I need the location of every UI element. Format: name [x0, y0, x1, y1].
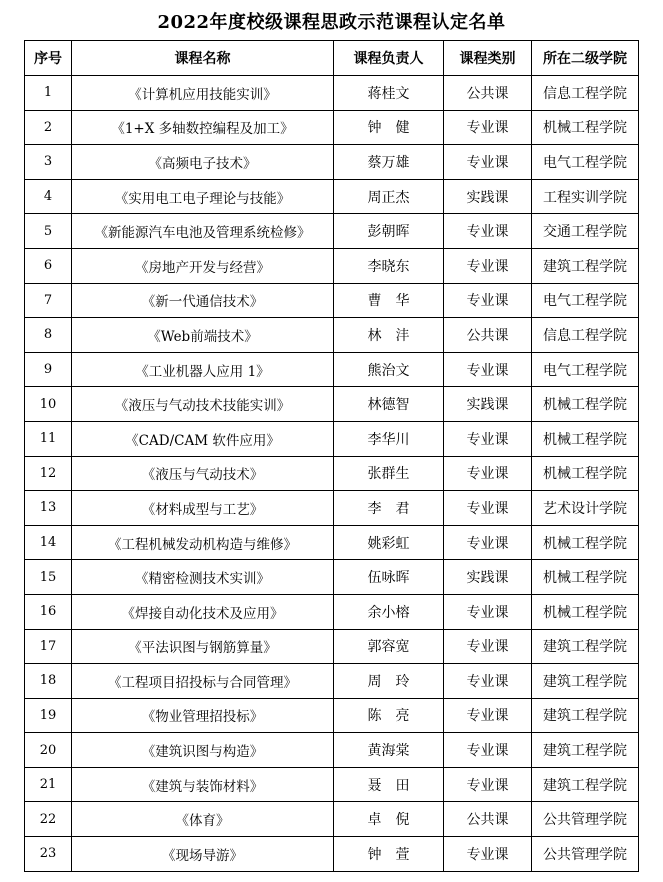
cell-course-type: 专业课 [444, 594, 532, 629]
table-row [25, 664, 639, 699]
table-row [25, 456, 639, 491]
cell-college: 建筑工程学院 [532, 248, 639, 283]
table-row [25, 110, 639, 145]
table-row [25, 145, 639, 180]
cell-course-lead: 李华川 [334, 421, 444, 456]
cell-course-lead: 黄海棠 [334, 733, 444, 768]
cell-course-lead: 蔡万雄 [334, 145, 444, 180]
cell-college: 机械工程学院 [532, 110, 639, 145]
cell-index: 16 [25, 594, 72, 629]
document-title: 2022年度校级课程思政示范课程认定名单 [157, 12, 506, 33]
cell-course-lead: 周正杰 [334, 179, 444, 214]
cell-college: 电气工程学院 [532, 145, 639, 180]
cell-course-type: 专业课 [444, 352, 532, 387]
cell-college: 公共管理学院 [532, 837, 639, 872]
cell-course-name: 《体育》 [72, 802, 334, 837]
cell-index: 22 [25, 802, 72, 837]
cell-course-type: 专业课 [444, 110, 532, 145]
cell-course-lead: 姚彩虹 [334, 525, 444, 560]
cell-course-type: 公共课 [444, 802, 532, 837]
cell-course-name: 《新一代通信技术》 [72, 283, 334, 318]
cell-course-name: 《焊接自动化技术及应用》 [72, 594, 334, 629]
cell-course-name: 《平法识图与钢筋算量》 [72, 629, 334, 664]
cell-course-lead: 卓 倪 [334, 802, 444, 837]
cell-course-lead: 钟 健 [334, 110, 444, 145]
cell-index: 20 [25, 733, 72, 768]
cell-college: 机械工程学院 [532, 525, 639, 560]
cell-course-name: 《现场导游》 [72, 837, 334, 872]
cell-college: 电气工程学院 [532, 283, 639, 318]
cell-course-type: 专业课 [444, 456, 532, 491]
table-row [25, 179, 639, 214]
cell-course-lead: 聂 田 [334, 767, 444, 802]
cell-course-name: 《物业管理招投标》 [72, 698, 334, 733]
cell-college: 机械工程学院 [532, 594, 639, 629]
cell-course-name: 《液压与气动技术》 [72, 456, 334, 491]
cell-course-lead: 林 沣 [334, 318, 444, 353]
cell-index: 7 [25, 283, 72, 318]
cell-index: 6 [25, 248, 72, 283]
cell-course-type: 专业课 [444, 491, 532, 526]
course-table [24, 40, 639, 872]
cell-course-name: 《Web前端技术》 [72, 318, 334, 353]
cell-college: 公共管理学院 [532, 802, 639, 837]
cell-course-lead: 李 君 [334, 491, 444, 526]
header-course-name: 课程名称 [72, 41, 334, 76]
cell-course-name: 《房地产开发与经营》 [72, 248, 334, 283]
cell-college: 建筑工程学院 [532, 767, 639, 802]
cell-course-name: 《精密检测技术实训》 [72, 560, 334, 595]
cell-index: 4 [25, 179, 72, 214]
cell-college: 机械工程学院 [532, 560, 639, 595]
cell-course-lead: 蒋桂文 [334, 76, 444, 111]
table-row [25, 629, 639, 664]
cell-index: 15 [25, 560, 72, 595]
cell-index: 8 [25, 318, 72, 353]
cell-course-lead: 张群生 [334, 456, 444, 491]
cell-college: 建筑工程学院 [532, 733, 639, 768]
table-row [25, 837, 639, 872]
table-row [25, 248, 639, 283]
cell-college: 机械工程学院 [532, 421, 639, 456]
cell-course-type: 专业课 [444, 248, 532, 283]
cell-index: 11 [25, 421, 72, 456]
table-row [25, 560, 639, 595]
cell-course-type: 专业课 [444, 767, 532, 802]
table-row [25, 802, 639, 837]
cell-course-name: 《工程项目招投标与合同管理》 [72, 664, 334, 699]
cell-course-lead: 周 玲 [334, 664, 444, 699]
cell-course-lead: 彭朝晖 [334, 214, 444, 249]
table-row [25, 352, 639, 387]
cell-course-type: 公共课 [444, 318, 532, 353]
cell-college: 信息工程学院 [532, 76, 639, 111]
cell-college: 机械工程学院 [532, 456, 639, 491]
cell-index: 21 [25, 767, 72, 802]
table-row [25, 698, 639, 733]
cell-index: 18 [25, 664, 72, 699]
cell-college: 艺术设计学院 [532, 491, 639, 526]
cell-index: 17 [25, 629, 72, 664]
cell-college: 工程实训学院 [532, 179, 639, 214]
cell-course-lead: 钟 萱 [334, 837, 444, 872]
cell-index: 5 [25, 214, 72, 249]
cell-index: 1 [25, 76, 72, 111]
cell-course-name: 《计算机应用技能实训》 [72, 76, 334, 111]
cell-course-lead: 熊治文 [334, 352, 444, 387]
table-row [25, 767, 639, 802]
cell-course-type: 专业课 [444, 145, 532, 180]
table-row [25, 594, 639, 629]
cell-college: 建筑工程学院 [532, 698, 639, 733]
cell-college: 机械工程学院 [532, 387, 639, 422]
cell-college: 建筑工程学院 [532, 664, 639, 699]
table-row [25, 214, 639, 249]
cell-index: 2 [25, 110, 72, 145]
cell-index: 14 [25, 525, 72, 560]
cell-course-type: 专业课 [444, 214, 532, 249]
header-course-type: 课程类别 [444, 41, 532, 76]
cell-course-name: 《液压与气动技术技能实训》 [72, 387, 334, 422]
table-body [25, 76, 639, 872]
cell-course-name: 《1+X 多轴数控编程及加工》 [72, 110, 334, 145]
cell-index: 3 [25, 145, 72, 180]
table-header-row [25, 41, 639, 76]
cell-college: 建筑工程学院 [532, 629, 639, 664]
cell-course-name: 《材料成型与工艺》 [72, 491, 334, 526]
cell-course-name: 《建筑识图与构造》 [72, 733, 334, 768]
cell-college: 信息工程学院 [532, 318, 639, 353]
cell-course-name: 《工业机器人应用 1》 [72, 352, 334, 387]
cell-course-name: 《建筑与装饰材料》 [72, 767, 334, 802]
header-course-lead: 课程负责人 [334, 41, 444, 76]
cell-course-lead: 李晓东 [334, 248, 444, 283]
cell-course-type: 专业课 [444, 525, 532, 560]
cell-index: 12 [25, 456, 72, 491]
cell-course-lead: 余小榕 [334, 594, 444, 629]
table-row [25, 76, 639, 111]
cell-course-type: 实践课 [444, 179, 532, 214]
cell-course-type: 专业课 [444, 283, 532, 318]
cell-course-name: 《实用电工电子理论与技能》 [72, 179, 334, 214]
cell-college: 电气工程学院 [532, 352, 639, 387]
table-row [25, 387, 639, 422]
cell-course-lead: 林德智 [334, 387, 444, 422]
cell-index: 19 [25, 698, 72, 733]
cell-course-type: 实践课 [444, 387, 532, 422]
cell-course-name: 《工程机械发动机构造与维修》 [72, 525, 334, 560]
cell-course-name: 《新能源汽车电池及管理系统检修》 [72, 214, 334, 249]
table-row [25, 491, 639, 526]
table-row [25, 733, 639, 768]
cell-course-type: 公共课 [444, 76, 532, 111]
header-index: 序号 [25, 41, 72, 76]
cell-course-type: 专业课 [444, 421, 532, 456]
cell-course-lead: 陈 亮 [334, 698, 444, 733]
table-row [25, 283, 639, 318]
cell-course-lead: 郭容宽 [334, 629, 444, 664]
cell-college: 交通工程学院 [532, 214, 639, 249]
cell-course-type: 专业课 [444, 629, 532, 664]
cell-index: 23 [25, 837, 72, 872]
cell-course-type: 专业课 [444, 837, 532, 872]
cell-course-lead: 曹 华 [334, 283, 444, 318]
table-row [25, 318, 639, 353]
cell-course-type: 专业课 [444, 733, 532, 768]
cell-index: 10 [25, 387, 72, 422]
header-college: 所在二级学院 [532, 41, 639, 76]
cell-course-name: 《高频电子技术》 [72, 145, 334, 180]
cell-index: 13 [25, 491, 72, 526]
table-row [25, 421, 639, 456]
table-row [25, 525, 639, 560]
cell-course-name: 《CAD/CAM 软件应用》 [72, 421, 334, 456]
cell-course-type: 专业课 [444, 664, 532, 699]
cell-course-lead: 伍咏晖 [334, 560, 444, 595]
cell-course-type: 实践课 [444, 560, 532, 595]
cell-course-type: 专业课 [444, 698, 532, 733]
cell-index: 9 [25, 352, 72, 387]
